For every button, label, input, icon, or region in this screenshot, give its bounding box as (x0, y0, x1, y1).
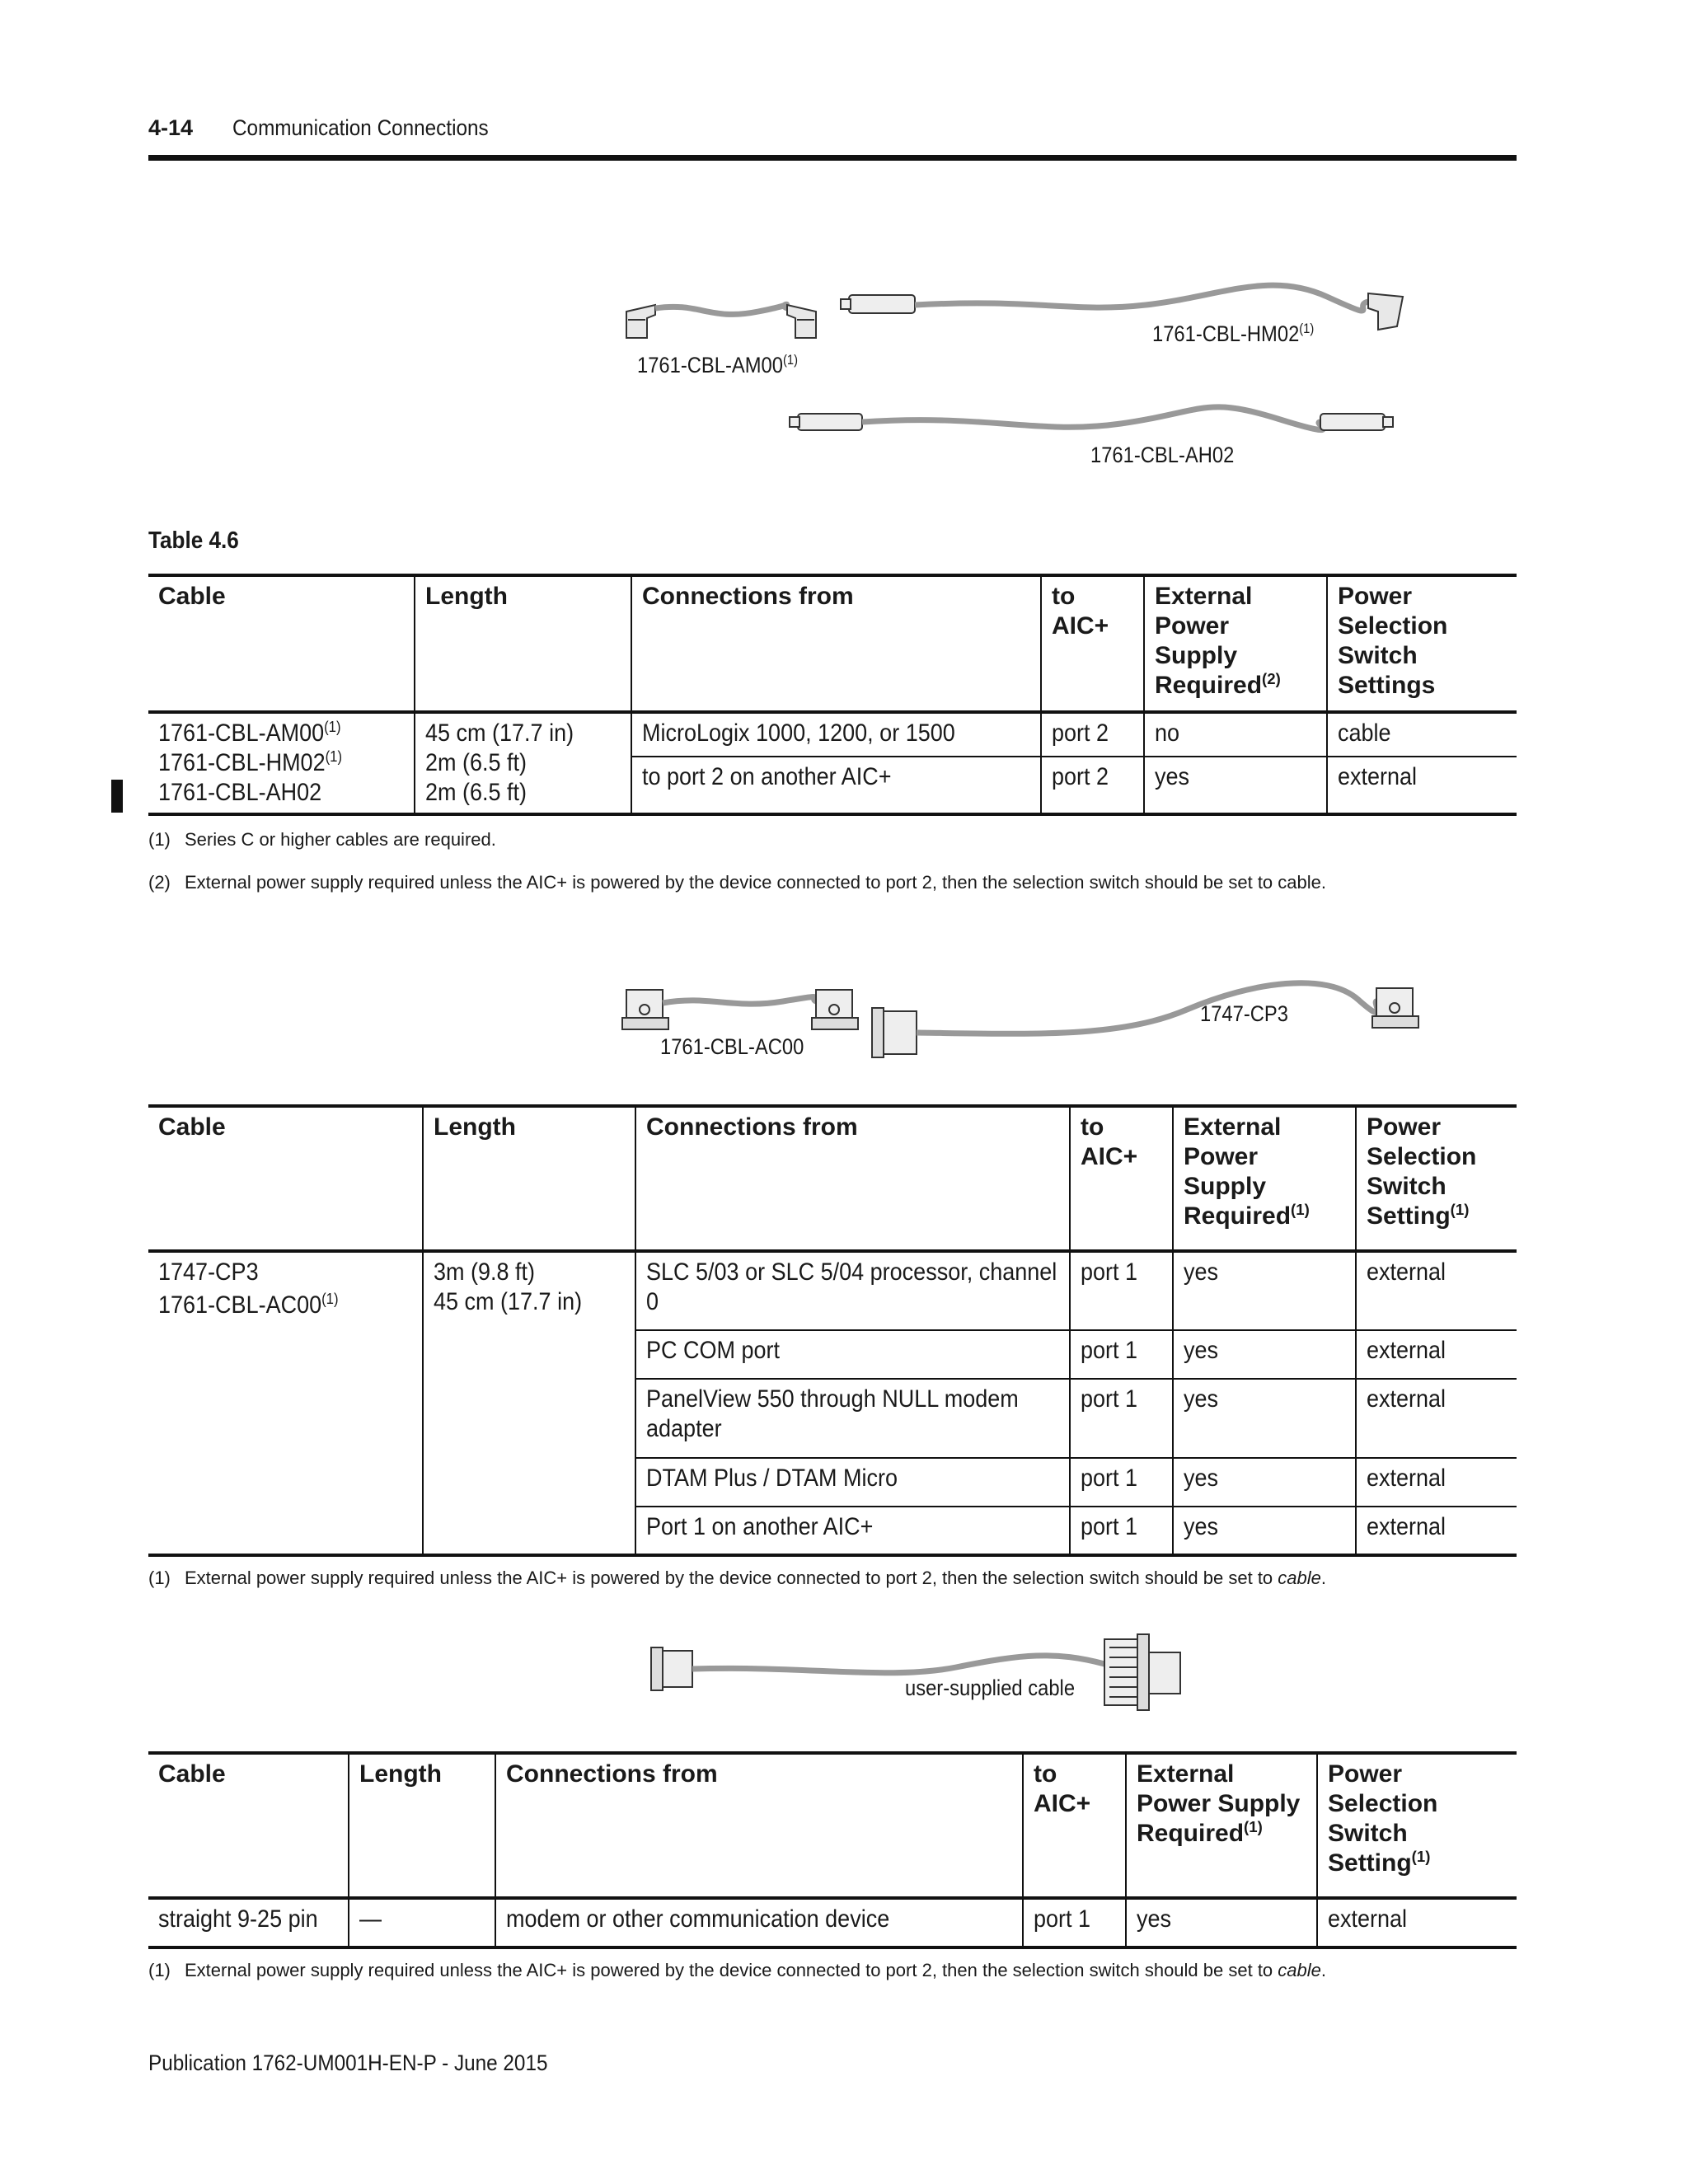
figure-label-ac00: 1761-CBL-AC00 (660, 1034, 804, 1059)
footnote: (1) External power supply required unless the AIC+ is powered by the device connected to port 2, then the selection switch should be set to cable. (148, 1568, 1327, 1588)
col-header-power-selection: Power Selection Switch Setting$^{(1)}$ (1317, 1753, 1517, 1898)
col-header-connections-from: Connections from (631, 575, 1041, 712)
figure-label-cp3: 1747-CP3 (1200, 1001, 1289, 1026)
col-header-power-selection: Power Selection Switch Setting$^{(1)}$ (1356, 1106, 1517, 1251)
din-plug-icon (849, 295, 915, 313)
header-rule (148, 155, 1517, 161)
db9-connector-icon (659, 1651, 692, 1687)
col-header-length: Length (415, 575, 631, 712)
switch-cell: external (1327, 757, 1517, 814)
ext-power-cell: yes (1173, 1458, 1356, 1507)
connections-from-cell: PC COM port (635, 1330, 1070, 1379)
connections-from-cell: modem or other communication device (495, 1898, 1023, 1947)
to-aic-cell: port 1 (1023, 1898, 1126, 1947)
ext-power-cell: yes (1173, 1507, 1356, 1555)
table-row (148, 1251, 1517, 1330)
ext-power-cell: yes (1173, 1330, 1356, 1379)
ext-power-cell: no (1144, 712, 1327, 757)
switch-cell: external (1356, 1507, 1517, 1555)
mini-din-connector-icon (626, 305, 655, 338)
din-plug-icon (1320, 414, 1385, 430)
cable-figure-2 (610, 977, 1434, 1084)
db9-connector-icon (880, 1011, 917, 1054)
ext-power-cell: yes (1173, 1251, 1356, 1330)
switch-cell: external (1356, 1458, 1517, 1507)
ext-power-cell: yes (1173, 1379, 1356, 1458)
connections-from-cell: to port 2 on another AIC+ (631, 757, 1041, 814)
table-cp3-ac00 (148, 1104, 1517, 1557)
col-header-ext-power: External Power Supply Required$^{(2)}$ (1144, 575, 1327, 712)
to-aic-cell: port 2 (1041, 712, 1144, 757)
col-header-length: Length (423, 1106, 635, 1251)
footnote: (1) External power supply required unless the AIC+ is powered by the device connected to port 2, then the selection switch should be set to cable. (148, 1960, 1327, 1980)
length-cell: 3m (9.8 ft) 45 cm (17.7 in) (423, 1251, 635, 1555)
figure-label-ah02: 1761-CBL-AH02 (1090, 443, 1235, 467)
cable-figure-1 (610, 272, 1434, 486)
table-row (148, 1898, 1517, 1947)
length-cell: — (349, 1898, 495, 1947)
figure-label-user-supplied: user-supplied cable (905, 1675, 1076, 1700)
ext-power-cell: yes (1126, 1898, 1317, 1947)
switch-cell: external (1356, 1251, 1517, 1330)
to-aic-cell: port 1 (1070, 1330, 1173, 1379)
connections-from-cell: SLC 5/03 or SLC 5/04 processor, channel 0 (635, 1251, 1070, 1330)
to-aic-cell: port 1 (1070, 1458, 1173, 1507)
col-header-length: Length (349, 1753, 495, 1898)
table-user-supplied (148, 1751, 1517, 1949)
connections-from-cell: PanelView 550 through NULL modem adapter (635, 1379, 1070, 1458)
col-header-ext-power: External Power Supply Required$^{(1)}$ (1173, 1106, 1356, 1251)
to-aic-cell: port 1 (1070, 1507, 1173, 1555)
footnote: (2) External power supply required unless the AIC+ is powered by the device connected to port 2, then the selection switch should be set to cable. (148, 872, 1326, 893)
switch-cell: external (1356, 1379, 1517, 1458)
connections-from-cell: DTAM Plus / DTAM Micro (635, 1458, 1070, 1507)
table-row (148, 712, 1517, 757)
switch-cell: external (1317, 1898, 1517, 1947)
change-bar (111, 780, 123, 813)
figure-label-am00: 1761-CBL-AM00$^{(1)}$ (637, 352, 798, 377)
col-header-connections-from: Connections from (495, 1753, 1023, 1898)
cable-cell: 1747-CP3 1761-CBL-AC00$^{(1)}$ (148, 1251, 423, 1555)
col-header-cable: Cable (148, 1106, 423, 1251)
to-aic-cell: port 2 (1041, 757, 1144, 814)
section-title: Communication Connections (232, 115, 489, 140)
page-number: 4-14 (148, 115, 194, 140)
switch-cell: cable (1327, 712, 1517, 757)
ext-power-cell: yes (1144, 757, 1327, 814)
switch-cell: external (1356, 1330, 1517, 1379)
cable-cell: 1761-CBL-AM00$^{(1)}$ 1761-CBL-HM02$^{(1)}$ 1761-CBL-AH02 (148, 712, 415, 814)
connections-from-cell: Port 1 on another AIC+ (635, 1507, 1070, 1555)
col-header-connections-from: Connections from (635, 1106, 1070, 1251)
footnote: (1) Series C or higher cables are required. (148, 829, 496, 850)
cable-cell: straight 9-25 pin (148, 1898, 349, 1947)
col-header-ext-power: External Power Supply Required$^{(1)}$ (1126, 1753, 1317, 1898)
to-aic-cell: port 1 (1070, 1251, 1173, 1330)
connections-from-cell: MicroLogix 1000, 1200, or 1500 (631, 712, 1041, 757)
col-header-to-aic: to AIC+ (1070, 1106, 1173, 1251)
mini-din-connector-icon (787, 305, 816, 338)
col-header-to-aic: to AIC+ (1041, 575, 1144, 712)
col-header-cable: Cable (148, 575, 415, 712)
to-aic-cell: port 1 (1070, 1379, 1173, 1458)
col-header-power-selection: Power Selection Switch Settings (1327, 575, 1517, 712)
col-header-cable: Cable (148, 1753, 349, 1898)
col-header-to-aic: to AIC+ (1023, 1753, 1126, 1898)
publication-footer: Publication 1762-UM001H-EN-P - June 2015 (148, 2050, 548, 2075)
length-cell: 45 cm (17.7 in) 2m (6.5 ft) 2m (6.5 ft) (415, 712, 631, 814)
figure-label-hm02: 1761-CBL-HM02$^{(1)}$ (1152, 321, 1315, 346)
table-title: Table 4.6 (148, 527, 239, 554)
mini-din-connector-icon (1368, 293, 1403, 330)
table-4-6 (148, 574, 1517, 816)
din-plug-icon (798, 414, 862, 430)
